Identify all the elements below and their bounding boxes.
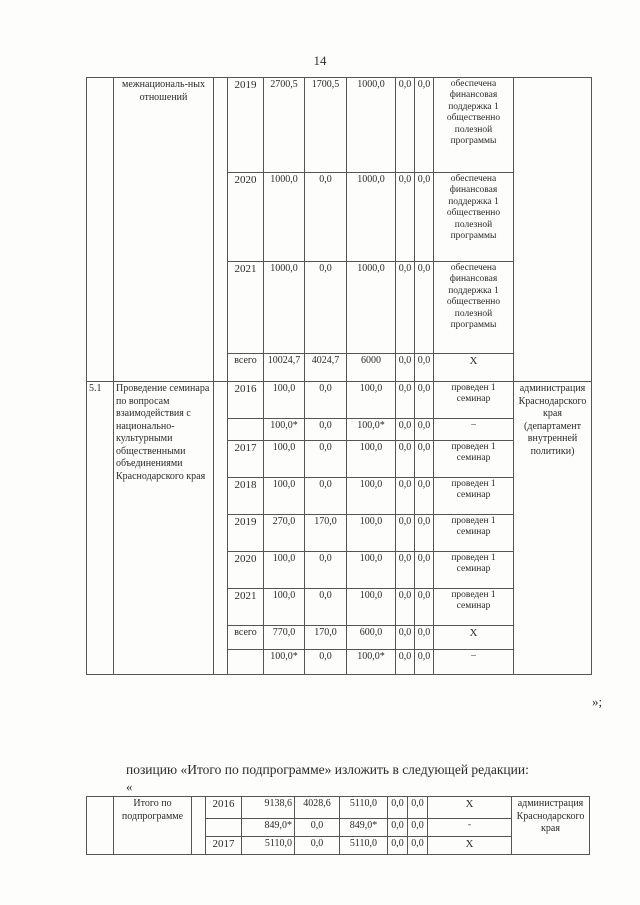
local-cell: 0,0 — [388, 797, 408, 819]
year-cell: 2019 — [228, 78, 264, 173]
item-number-cell — [87, 78, 114, 382]
subprogram-activities-table — [86, 77, 592, 675]
other-cell: 0,0 — [415, 478, 434, 515]
regional-cell: 1000,0 — [347, 173, 396, 262]
total-cell: 770,0 — [264, 626, 305, 650]
federal-cell: 0,0 — [305, 173, 347, 262]
table-row — [87, 382, 592, 419]
responsible-cell: администрация Краснодарского края (департамент внутренней политики) — [514, 382, 592, 675]
total-cell: 100,0 — [264, 441, 305, 478]
indicator-cell: – — [434, 650, 514, 675]
indicator-cell: проведен 1 семинар — [434, 441, 514, 478]
indicator-cell: проведен 1 семинар — [434, 382, 514, 419]
local-cell: 0,0 — [388, 837, 408, 855]
regional-cell: 1000,0 — [347, 78, 396, 173]
federal-cell: 0,0 — [305, 478, 347, 515]
year-cell: 2021 — [228, 589, 264, 626]
indicator-cell: – — [434, 419, 514, 441]
indicator-cell: проведен 1 семинар — [434, 589, 514, 626]
status-cell — [214, 78, 228, 382]
other-cell: 0,0 — [408, 837, 428, 855]
regional-cell: 100,0 — [347, 478, 396, 515]
year-cell: 2017 — [228, 441, 264, 478]
federal-cell: 0,0 — [305, 262, 347, 354]
total-cell: 1000,0 — [264, 262, 305, 354]
other-cell: 0,0 — [415, 419, 434, 441]
regional-cell: 100,0* — [347, 650, 396, 675]
page-number: 14 — [313, 53, 327, 68]
local-cell: 0,0 — [396, 419, 415, 441]
regional-cell: 100,0* — [347, 419, 396, 441]
local-cell: 0,0 — [396, 354, 415, 382]
year-cell: 2021 — [228, 262, 264, 354]
year-cell: 2020 — [228, 173, 264, 262]
indicator-cell: обеспечена финансовая поддержка 1 общественно полезной программы — [434, 262, 514, 354]
federal-cell: 0,0 — [305, 650, 347, 675]
other-cell: 0,0 — [415, 354, 434, 382]
local-cell: 0,0 — [396, 515, 415, 552]
regional-cell: 100,0 — [347, 589, 396, 626]
local-cell: 0,0 — [396, 626, 415, 650]
opening-quote: « — [126, 779, 133, 794]
other-cell: 0,0 — [408, 819, 428, 837]
activity-name: межнациональ-ных отношений — [114, 78, 214, 382]
other-cell: 0,0 — [415, 441, 434, 478]
federal-cell: 170,0 — [305, 626, 347, 650]
federal-cell: 0,0 — [305, 441, 347, 478]
total-cell: 100,0* — [264, 419, 305, 441]
year-cell: 2019 — [228, 515, 264, 552]
year-cell: 2016 — [206, 797, 242, 819]
federal-cell: 0,0 — [305, 382, 347, 419]
table-row — [87, 78, 592, 173]
total-cell: 1000,0 — [264, 173, 305, 262]
other-cell: 0,0 — [415, 589, 434, 626]
year-cell — [228, 650, 264, 675]
federal-cell: 170,0 — [305, 515, 347, 552]
local-cell: 0,0 — [388, 819, 408, 837]
federal-cell: 0,0 — [295, 837, 340, 855]
local-cell: 0,0 — [396, 382, 415, 419]
other-cell: 0,0 — [415, 382, 434, 419]
local-cell: 0,0 — [396, 173, 415, 262]
indicator-cell: проведен 1 семинар — [434, 552, 514, 589]
year-cell — [228, 419, 264, 441]
other-cell: 0,0 — [415, 515, 434, 552]
indicator-cell: Х — [428, 837, 512, 855]
total-cell: 10024,7 — [264, 354, 305, 382]
year-cell: 2020 — [228, 552, 264, 589]
responsible-cell — [514, 78, 592, 382]
amendment-instruction: позицию «Итого по подпрограмме» изложить в следующей редакции: — [126, 762, 529, 777]
year-cell: всего — [228, 626, 264, 650]
local-cell: 0,0 — [396, 650, 415, 675]
federal-cell: 0,0 — [305, 419, 347, 441]
indicator-cell: проведен 1 семинар — [434, 515, 514, 552]
federal-cell: 0,0 — [305, 552, 347, 589]
year-cell: всего — [228, 354, 264, 382]
year-cell — [206, 819, 242, 837]
total-cell: 100,0 — [264, 478, 305, 515]
total-cell: 2700,5 — [264, 78, 305, 173]
other-cell: 0,0 — [415, 552, 434, 589]
total-cell: 100,0 — [264, 589, 305, 626]
indicator-cell: - — [428, 819, 512, 837]
total-cell: 9138,6 — [242, 797, 295, 819]
local-cell: 0,0 — [396, 262, 415, 354]
indicator-cell: обеспечена финансовая поддержка 1 общественно полезной программы — [434, 173, 514, 262]
table-row — [87, 797, 590, 819]
local-cell: 0,0 — [396, 441, 415, 478]
regional-cell: 5110,0 — [340, 837, 388, 855]
local-cell: 0,0 — [396, 78, 415, 173]
regional-cell: 6000 — [347, 354, 396, 382]
item-number-cell — [87, 797, 114, 855]
status-cell — [214, 382, 228, 675]
indicator-cell: Х — [434, 354, 514, 382]
local-cell: 0,0 — [396, 589, 415, 626]
item-number-cell: 5.1 — [87, 382, 114, 675]
regional-cell: 600,0 — [347, 626, 396, 650]
indicator-cell: Х — [428, 797, 512, 819]
other-cell: 0,0 — [415, 262, 434, 354]
local-cell: 0,0 — [396, 552, 415, 589]
regional-cell: 5110,0 — [340, 797, 388, 819]
other-cell: 0,0 — [408, 797, 428, 819]
other-cell: 0,0 — [415, 78, 434, 173]
total-name: Итого по подпрограмме — [114, 797, 192, 855]
federal-cell: 4024,7 — [305, 354, 347, 382]
activity-name: Проведение семинара по вопросам взаимодействия с национально-культурными общественными объединениями Краснодарского края — [114, 382, 214, 675]
other-cell: 0,0 — [415, 650, 434, 675]
federal-cell: 4028,6 — [295, 797, 340, 819]
total-cell: 100,0* — [264, 650, 305, 675]
year-cell: 2018 — [228, 478, 264, 515]
indicator-cell: проведен 1 семинар — [434, 478, 514, 515]
year-cell: 2017 — [206, 837, 242, 855]
regional-cell: 100,0 — [347, 441, 396, 478]
federal-cell: 0,0 — [295, 819, 340, 837]
federal-cell: 1700,5 — [305, 78, 347, 173]
year-cell: 2016 — [228, 382, 264, 419]
local-cell: 0,0 — [396, 478, 415, 515]
responsible-cell: администрация Краснодарского края — [512, 797, 590, 855]
other-cell: 0,0 — [415, 173, 434, 262]
total-cell: 849,0* — [242, 819, 295, 837]
indicator-cell: обеспечена финансовая поддержка 1 общественно полезной программы — [434, 78, 514, 173]
regional-cell: 849,0* — [340, 819, 388, 837]
regional-cell: 1000,0 — [347, 262, 396, 354]
regional-cell: 100,0 — [347, 515, 396, 552]
subprogram-total-table — [86, 796, 590, 855]
total-cell: 100,0 — [264, 382, 305, 419]
indicator-cell: Х — [434, 626, 514, 650]
total-cell: 100,0 — [264, 552, 305, 589]
total-cell: 5110,0 — [242, 837, 295, 855]
other-cell: 0,0 — [415, 626, 434, 650]
status-cell — [192, 797, 206, 855]
regional-cell: 100,0 — [347, 552, 396, 589]
closing-quote: »; — [592, 694, 603, 709]
federal-cell: 0,0 — [305, 589, 347, 626]
regional-cell: 100,0 — [347, 382, 396, 419]
total-cell: 270,0 — [264, 515, 305, 552]
